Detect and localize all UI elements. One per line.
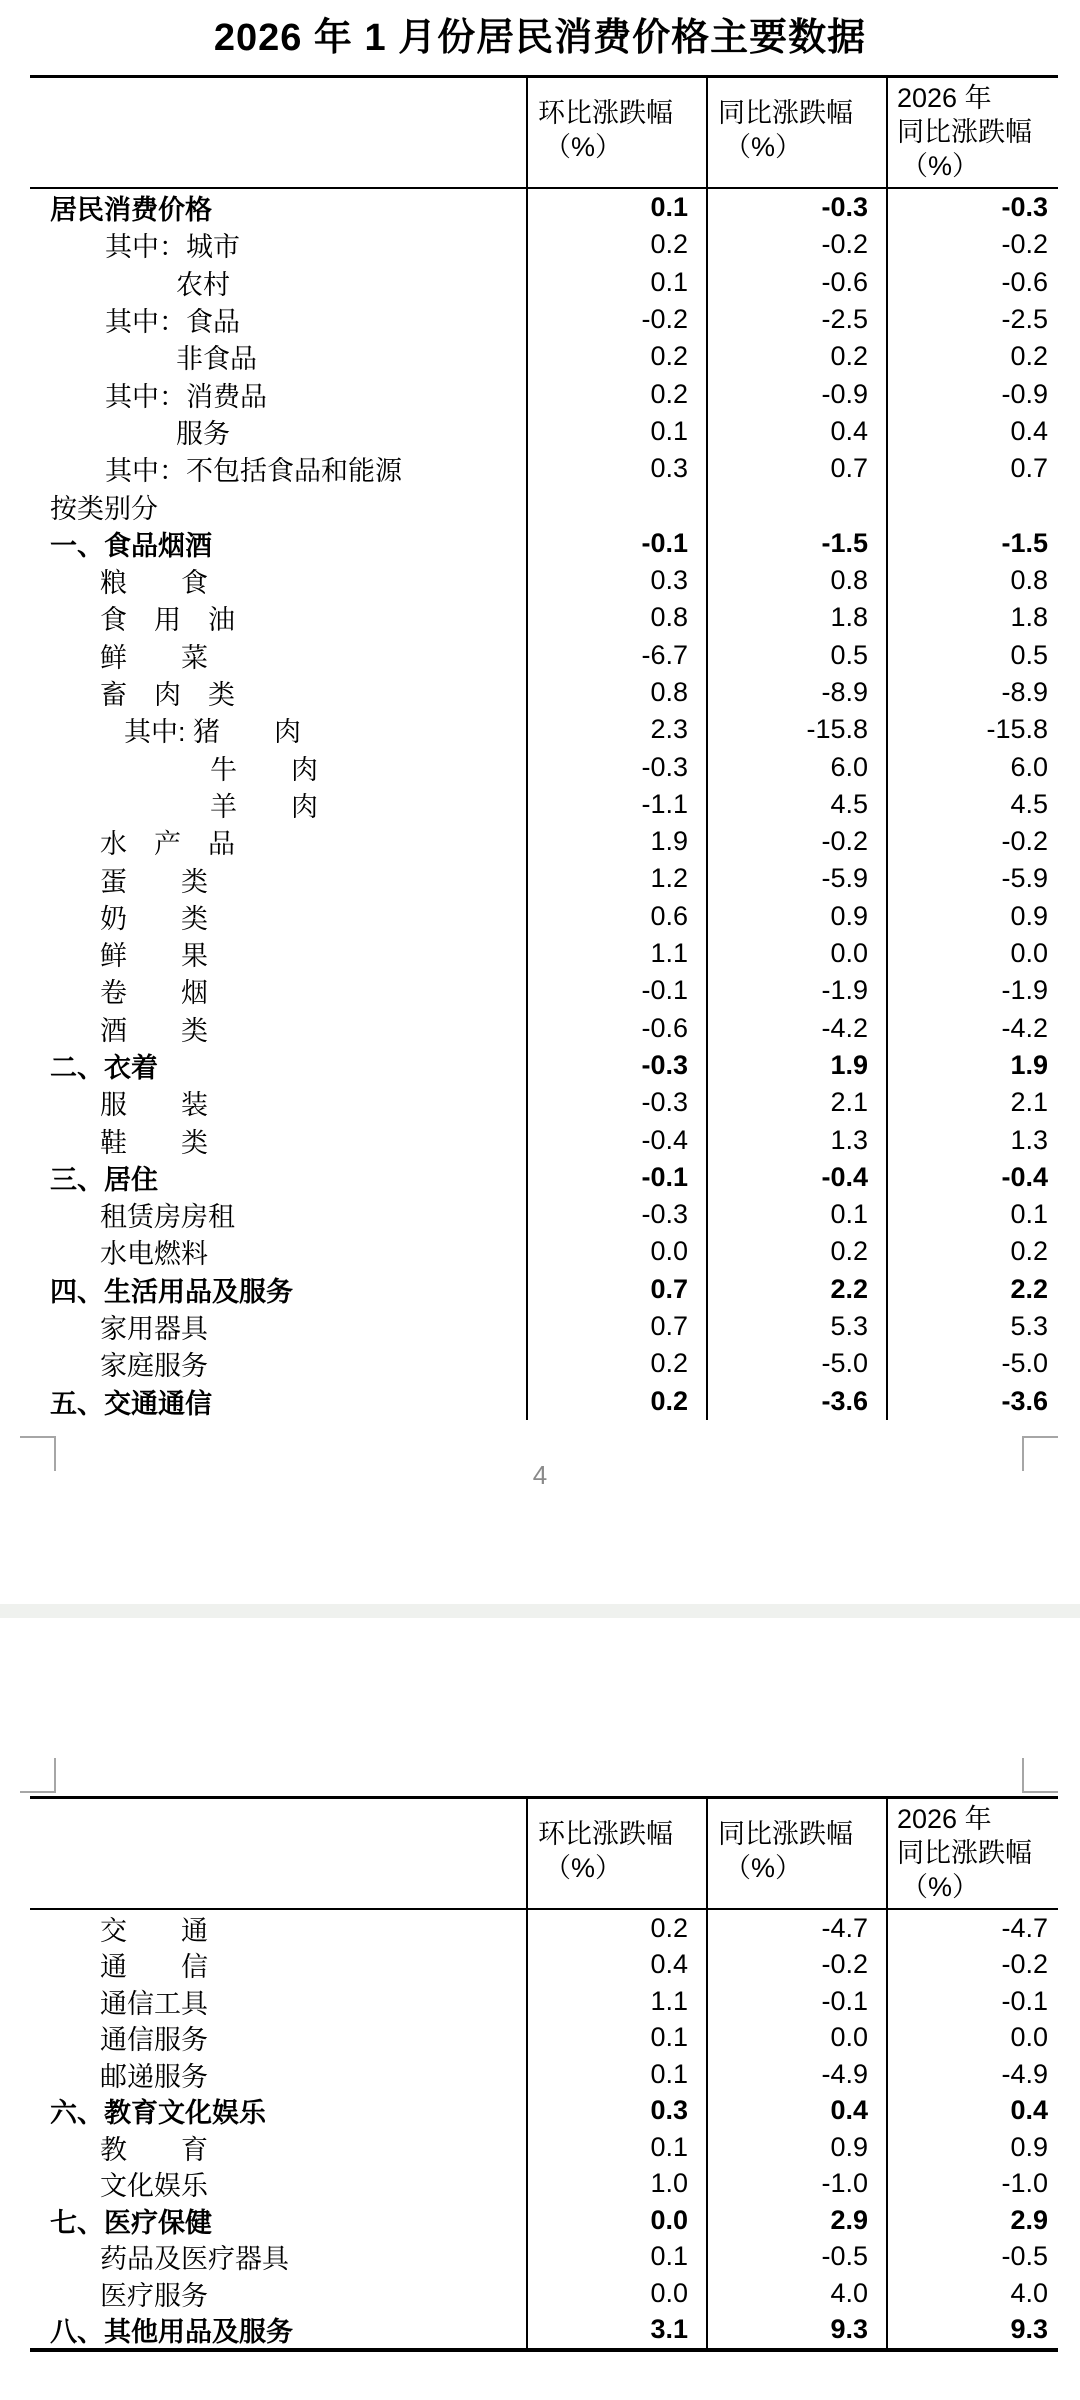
value-mom: -0.6 <box>526 1010 706 1047</box>
header-cell-ytd-change <box>886 1799 1058 1908</box>
row-label: 四、生活用品及服务 <box>50 1276 293 1307</box>
table-row <box>30 338 1058 375</box>
header-text: 2026 年 <box>897 1804 992 1834</box>
header-unit: （%） <box>544 132 623 162</box>
table-row <box>30 1084 1058 1121</box>
table-row <box>30 1947 1058 1984</box>
value-mom: 3.1 <box>526 2312 706 2349</box>
value-ytd: -1.5 <box>886 525 1058 562</box>
header-text: 同比涨跌幅 <box>718 1819 853 1849</box>
table-row <box>30 2056 1058 2093</box>
value-ytd: 4.0 <box>886 2275 1058 2312</box>
table-row <box>30 1383 1058 1420</box>
header-cell-category <box>30 1799 526 1908</box>
value-mom: 1.9 <box>526 823 706 860</box>
value-mom: -1.1 <box>526 786 706 823</box>
row-label: 通信服务 <box>100 2025 208 2056</box>
table-row <box>30 413 1058 450</box>
value-ytd: -0.1 <box>886 1983 1058 2020</box>
value-ytd: -5.0 <box>886 1345 1058 1382</box>
value-mom: 0.1 <box>526 264 706 301</box>
table-row <box>30 264 1058 301</box>
value-ytd: 0.9 <box>886 898 1058 935</box>
row-label: 居民消费价格 <box>50 195 212 226</box>
value-yoy: 0.0 <box>706 2020 886 2057</box>
table-body <box>30 1910 1058 2348</box>
header-text: 环比涨跌幅 <box>538 98 673 128</box>
row-label: 牛 肉 <box>210 754 318 785</box>
row-label: 通 信 <box>100 1952 208 1983</box>
value-yoy: -0.4 <box>706 1159 886 1196</box>
row-label: 家庭服务 <box>100 1351 208 1382</box>
value-mom: 0.3 <box>526 2093 706 2130</box>
value-yoy: -0.2 <box>706 226 886 263</box>
row-label: 其中：城市 <box>105 232 240 263</box>
value-yoy: 4.0 <box>706 2275 886 2312</box>
value-yoy: 9.3 <box>706 2312 886 2349</box>
row-label: 水 产 品 <box>100 829 235 860</box>
table-row <box>30 301 1058 338</box>
table-row <box>30 935 1058 972</box>
value-yoy: -0.3 <box>706 189 886 226</box>
value-ytd: -2.5 <box>886 301 1058 338</box>
value-yoy: 4.5 <box>706 786 886 823</box>
value-yoy: -1.5 <box>706 525 886 562</box>
value-ytd: -1.0 <box>886 2166 1058 2203</box>
value-yoy: -3.6 <box>706 1383 886 1420</box>
table-row <box>30 562 1058 599</box>
table-row <box>30 2275 1058 2312</box>
value-ytd: 0.0 <box>886 935 1058 972</box>
row-label: 鞋 类 <box>100 1127 208 1158</box>
table-row <box>30 1983 1058 2020</box>
value-ytd: 0.7 <box>886 450 1058 487</box>
value-yoy: -1.0 <box>706 2166 886 2203</box>
row-label: 二、衣着 <box>50 1052 158 1083</box>
value-ytd: 1.9 <box>886 1047 1058 1084</box>
header-cell-ytd-change <box>886 78 1058 187</box>
value-mom: -0.2 <box>526 301 706 338</box>
value-yoy: -15.8 <box>706 711 886 748</box>
row-label: 家用器具 <box>100 1314 208 1345</box>
value-mom: -0.1 <box>526 525 706 562</box>
table-row <box>30 637 1058 674</box>
header-cell-mom-change <box>526 78 706 187</box>
table-row <box>30 189 1058 226</box>
row-label: 三、居住 <box>50 1164 158 1195</box>
value-yoy: -0.6 <box>706 264 886 301</box>
row-label: 鲜 菜 <box>100 642 208 673</box>
value-ytd: 0.2 <box>886 338 1058 375</box>
value-ytd: -4.9 <box>886 2056 1058 2093</box>
value-mom: 0.3 <box>526 562 706 599</box>
value-yoy: 0.9 <box>706 898 886 935</box>
table-row <box>30 711 1058 748</box>
value-mom: 0.2 <box>526 226 706 263</box>
row-label: 八、其他用品及服务 <box>50 2317 293 2348</box>
value-ytd: -4.2 <box>886 1010 1058 1047</box>
row-label: 农村 <box>176 269 230 300</box>
value-ytd: 0.5 <box>886 637 1058 674</box>
row-label: 服 装 <box>100 1090 208 1121</box>
value-mom: 0.2 <box>526 1910 706 1947</box>
value-mom: -0.4 <box>526 1121 706 1158</box>
value-ytd: -15.8 <box>886 711 1058 748</box>
value-ytd: -1.9 <box>886 972 1058 1009</box>
value-mom: 1.2 <box>526 860 706 897</box>
corner-mark-icon <box>1022 1758 1058 1793</box>
value-mom <box>526 487 706 524</box>
value-yoy: -4.2 <box>706 1010 886 1047</box>
table-row <box>30 450 1058 487</box>
value-ytd: -4.7 <box>886 1910 1058 1947</box>
value-mom: -0.3 <box>526 1084 706 1121</box>
value-mom: 0.8 <box>526 674 706 711</box>
corner-mark-icon <box>20 1758 56 1793</box>
table-row <box>30 2202 1058 2239</box>
header-cell-yoy-change <box>706 78 886 187</box>
table-row <box>30 1159 1058 1196</box>
value-mom: 0.2 <box>526 338 706 375</box>
value-mom: 0.1 <box>526 2056 706 2093</box>
value-yoy: 0.0 <box>706 935 886 972</box>
row-label: 六、教育文化娱乐 <box>50 2098 266 2129</box>
row-label: 非食品 <box>176 344 257 375</box>
value-ytd: 6.0 <box>886 748 1058 785</box>
value-yoy: 6.0 <box>706 748 886 785</box>
header-unit: （%） <box>724 132 803 162</box>
value-ytd: -3.6 <box>886 1383 1058 1420</box>
header-unit: （%） <box>901 1872 980 1902</box>
value-mom: 0.1 <box>526 413 706 450</box>
row-label: 一、食品烟酒 <box>50 530 212 561</box>
value-ytd: 0.4 <box>886 2093 1058 2130</box>
row-label: 鲜 果 <box>100 941 208 972</box>
header-cell-yoy-change <box>706 1799 886 1908</box>
value-mom: -0.3 <box>526 1047 706 1084</box>
header-unit: （%） <box>901 151 980 181</box>
value-mom: 0.3 <box>526 450 706 487</box>
value-mom: 0.7 <box>526 1271 706 1308</box>
value-ytd: -5.9 <box>886 860 1058 897</box>
table-row <box>30 2166 1058 2203</box>
page-number: 4 <box>532 1460 548 1490</box>
value-mom: 0.1 <box>526 2129 706 2166</box>
value-yoy: 2.1 <box>706 1084 886 1121</box>
table-row <box>30 674 1058 711</box>
table-row <box>30 487 1058 524</box>
table-row <box>30 1345 1058 1382</box>
value-yoy: -4.7 <box>706 1910 886 1947</box>
value-yoy: -0.5 <box>706 2239 886 2276</box>
value-yoy: 0.8 <box>706 562 886 599</box>
value-yoy: 1.3 <box>706 1121 886 1158</box>
table-header <box>30 1799 1058 1910</box>
value-ytd: 1.3 <box>886 1121 1058 1158</box>
header-text: 同比涨跌幅 <box>897 117 1032 147</box>
value-ytd: -0.9 <box>886 375 1058 412</box>
page-title: 2026 年 1 月份居民消费价格主要数据 <box>213 17 867 59</box>
header-text: 同比涨跌幅 <box>718 98 853 128</box>
cpi-table-page1 <box>30 75 1058 1420</box>
row-label: 七、医疗保健 <box>50 2207 212 2238</box>
value-yoy: -0.2 <box>706 823 886 860</box>
table-header <box>30 78 1058 189</box>
value-mom: -0.1 <box>526 1159 706 1196</box>
value-ytd: 9.3 <box>886 2312 1058 2349</box>
value-ytd: 0.9 <box>886 2129 1058 2166</box>
value-yoy: -0.2 <box>706 1947 886 1984</box>
row-label: 租赁房房租 <box>100 1202 235 1233</box>
table-row <box>30 2239 1058 2276</box>
value-ytd: -0.4 <box>886 1159 1058 1196</box>
value-mom: 0.2 <box>526 375 706 412</box>
value-ytd: 0.1 <box>886 1196 1058 1233</box>
value-mom: 1.1 <box>526 1983 706 2020</box>
header-cell-mom-change <box>526 1799 706 1908</box>
table-row <box>30 1308 1058 1345</box>
value-ytd: -8.9 <box>886 674 1058 711</box>
row-label: 教 育 <box>100 2134 208 2165</box>
value-ytd: 5.3 <box>886 1308 1058 1345</box>
value-yoy: 1.9 <box>706 1047 886 1084</box>
value-ytd: 2.2 <box>886 1271 1058 1308</box>
value-yoy: 0.2 <box>706 1233 886 1270</box>
row-label: 水电燃料 <box>100 1239 208 1270</box>
value-ytd: 4.5 <box>886 786 1058 823</box>
table-row <box>30 748 1058 785</box>
value-yoy: 0.5 <box>706 637 886 674</box>
table-row <box>30 599 1058 636</box>
value-mom: 0.8 <box>526 599 706 636</box>
table-row <box>30 1196 1058 1233</box>
row-label: 奶 类 <box>100 903 208 934</box>
row-label: 其中：食品 <box>105 307 240 338</box>
value-yoy: 0.9 <box>706 2129 886 2166</box>
row-label: 通信工具 <box>100 1988 208 2019</box>
value-yoy: 0.1 <box>706 1196 886 1233</box>
row-label: 食 用 油 <box>100 605 235 636</box>
value-mom: 0.0 <box>526 2202 706 2239</box>
value-mom: 1.1 <box>526 935 706 972</box>
table-row <box>30 525 1058 562</box>
value-mom: 0.4 <box>526 1947 706 1984</box>
value-ytd: 2.1 <box>886 1084 1058 1121</box>
value-yoy: 0.4 <box>706 2093 886 2130</box>
value-yoy: -2.5 <box>706 301 886 338</box>
table-row <box>30 823 1058 860</box>
value-yoy: -8.9 <box>706 674 886 711</box>
value-yoy: 0.4 <box>706 413 886 450</box>
table-body <box>30 189 1058 1420</box>
value-ytd: 0.8 <box>886 562 1058 599</box>
table-row <box>30 226 1058 263</box>
value-yoy: -0.9 <box>706 375 886 412</box>
table-row <box>30 972 1058 1009</box>
row-label: 其中: 猪 肉 <box>124 717 302 748</box>
table-row <box>30 1010 1058 1047</box>
value-ytd <box>886 487 1058 524</box>
header-text: 同比涨跌幅 <box>897 1838 1032 1868</box>
header-text: 环比涨跌幅 <box>538 1819 673 1849</box>
value-mom: -0.1 <box>526 972 706 1009</box>
header-cell-category <box>30 78 526 187</box>
value-mom: 0.6 <box>526 898 706 935</box>
value-yoy: 2.9 <box>706 2202 886 2239</box>
value-ytd: -0.2 <box>886 823 1058 860</box>
header-unit: （%） <box>724 1853 803 1883</box>
table-row <box>30 1233 1058 1270</box>
value-mom: 0.1 <box>526 2020 706 2057</box>
row-label: 医疗服务 <box>100 2280 208 2311</box>
table-row <box>30 786 1058 823</box>
row-label: 邮递服务 <box>100 2061 208 2092</box>
table-row <box>30 375 1058 412</box>
table-row <box>30 1047 1058 1084</box>
table-row <box>30 898 1058 935</box>
table-row <box>30 860 1058 897</box>
value-ytd: -0.2 <box>886 1947 1058 1984</box>
value-yoy: 1.8 <box>706 599 886 636</box>
value-mom: 0.1 <box>526 2239 706 2276</box>
row-label: 交 通 <box>100 1915 208 1946</box>
value-yoy: -5.0 <box>706 1345 886 1382</box>
value-mom: -0.3 <box>526 748 706 785</box>
row-label: 羊 肉 <box>210 791 318 822</box>
row-label: 按类别分 <box>50 493 158 524</box>
row-label: 五、交通通信 <box>50 1388 212 1419</box>
value-ytd: -0.3 <box>886 189 1058 226</box>
value-mom: 0.7 <box>526 1308 706 1345</box>
table-row <box>30 2129 1058 2166</box>
value-ytd: 0.0 <box>886 2020 1058 2057</box>
value-mom: 2.3 <box>526 711 706 748</box>
value-mom: -6.7 <box>526 637 706 674</box>
table-row <box>30 2093 1058 2130</box>
row-label: 酒 类 <box>100 1015 208 1046</box>
cpi-table-page2 <box>30 1796 1058 2352</box>
value-yoy: -1.9 <box>706 972 886 1009</box>
value-mom: 0.1 <box>526 189 706 226</box>
value-mom: -0.3 <box>526 1196 706 1233</box>
value-yoy: 2.2 <box>706 1271 886 1308</box>
value-mom: 0.2 <box>526 1383 706 1420</box>
row-label: 蛋 类 <box>100 866 208 897</box>
value-ytd: -0.2 <box>886 226 1058 263</box>
value-ytd: 2.9 <box>886 2202 1058 2239</box>
table-row <box>30 2020 1058 2057</box>
table-row <box>30 1910 1058 1947</box>
page-separator <box>0 1604 1080 1618</box>
header-unit: （%） <box>544 1853 623 1883</box>
table-row <box>30 1121 1058 1158</box>
value-ytd: 0.2 <box>886 1233 1058 1270</box>
table-row <box>30 1271 1058 1308</box>
value-ytd: -0.6 <box>886 264 1058 301</box>
row-label: 畜 肉 类 <box>100 680 235 711</box>
row-label: 文化娱乐 <box>100 2171 208 2202</box>
row-label: 服务 <box>176 418 230 449</box>
value-yoy: -4.9 <box>706 2056 886 2093</box>
row-label: 其中：消费品 <box>105 381 267 412</box>
header-text: 2026 年 <box>897 83 992 113</box>
table-row <box>30 2312 1058 2349</box>
row-label: 药品及医疗器具 <box>100 2244 289 2275</box>
value-yoy: -0.1 <box>706 1983 886 2020</box>
value-mom: 0.0 <box>526 1233 706 1270</box>
value-mom: 0.2 <box>526 1345 706 1382</box>
value-mom: 1.0 <box>526 2166 706 2203</box>
value-yoy: -5.9 <box>706 860 886 897</box>
value-yoy <box>706 487 886 524</box>
value-yoy: 0.2 <box>706 338 886 375</box>
row-label: 其中：不包括食品和能源 <box>105 456 402 487</box>
value-yoy: 5.3 <box>706 1308 886 1345</box>
value-mom: 0.0 <box>526 2275 706 2312</box>
value-ytd: -0.5 <box>886 2239 1058 2276</box>
value-ytd: 1.8 <box>886 599 1058 636</box>
value-ytd: 0.4 <box>886 413 1058 450</box>
row-label: 卷 烟 <box>100 978 208 1009</box>
row-label: 粮 食 <box>100 568 208 599</box>
value-yoy: 0.7 <box>706 450 886 487</box>
